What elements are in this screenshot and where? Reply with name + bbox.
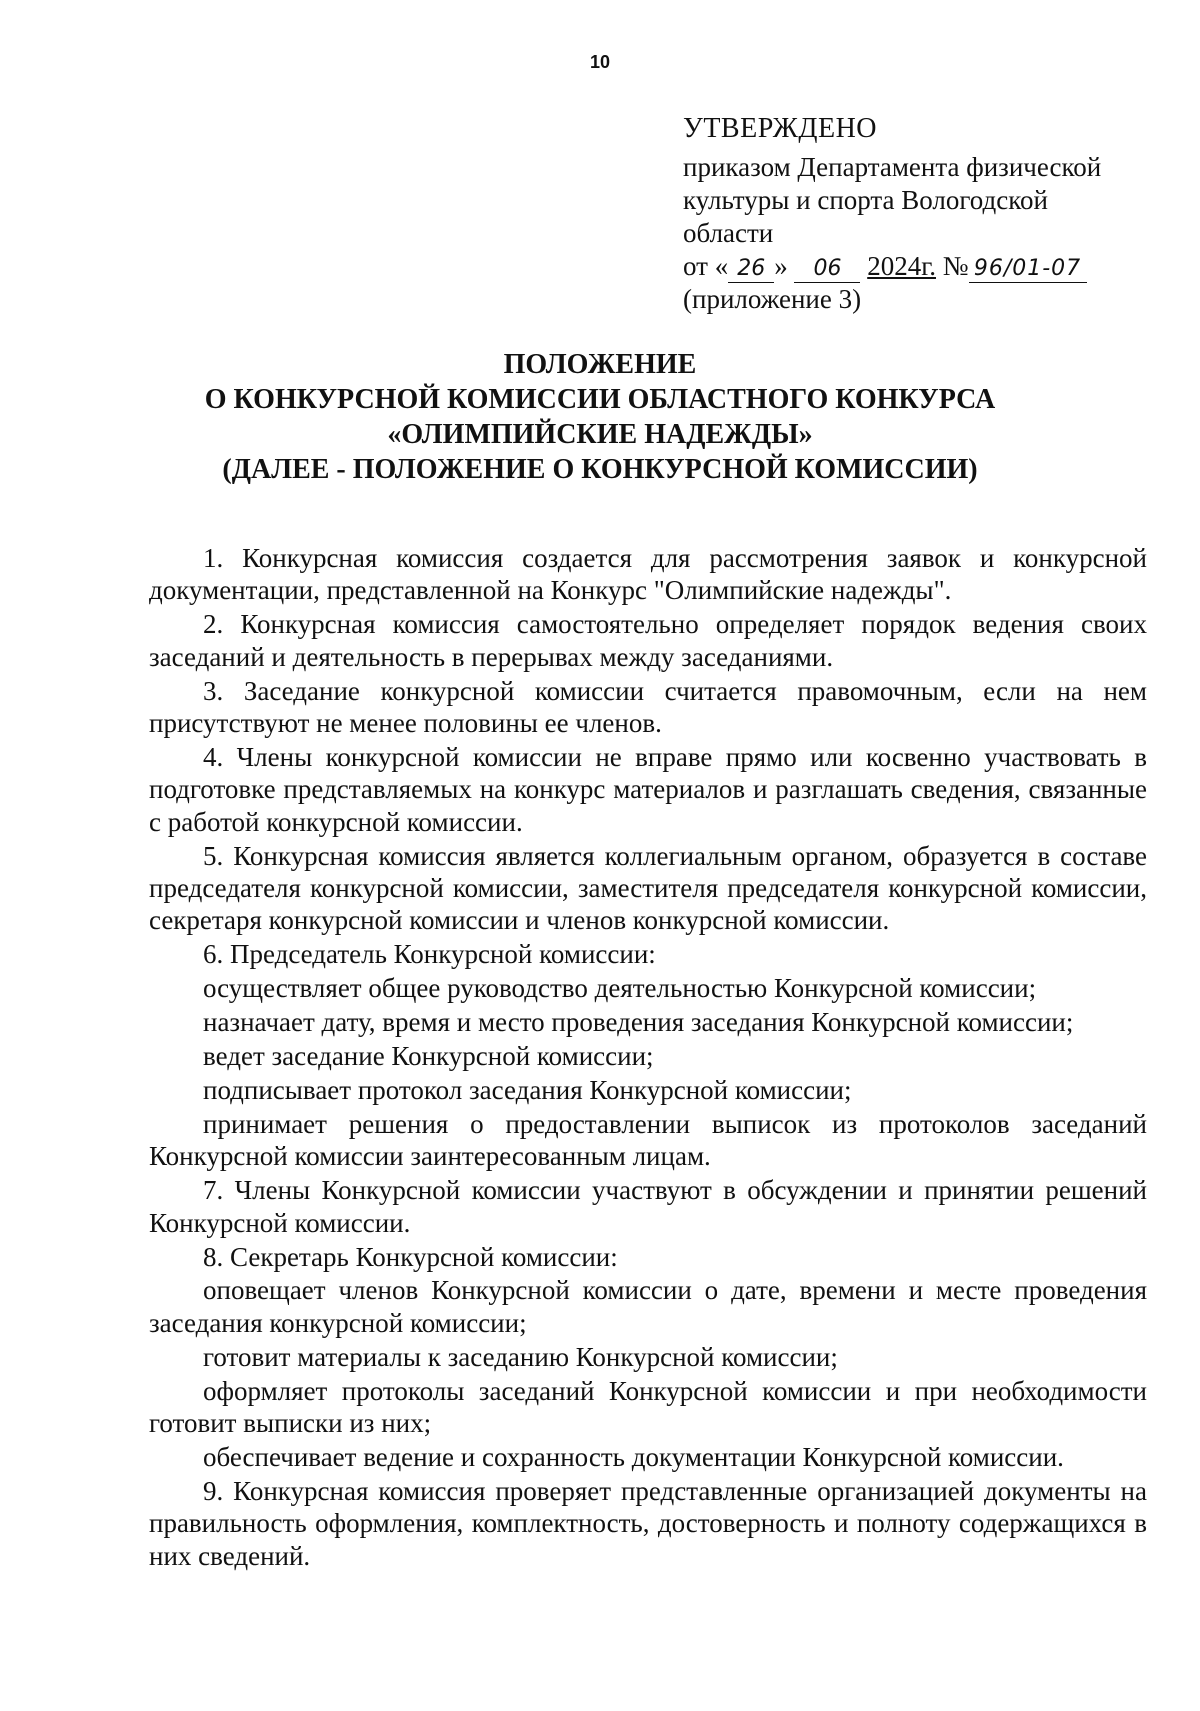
clause-8: 8. Секретарь Конкурсной комиссии:: [203, 1241, 618, 1272]
document-body: [149, 542, 1147, 1574]
clause-8-item: готовит материалы к заседанию Конкурсной комиссии;: [203, 1341, 838, 1372]
clause-3: 3. Заседание конкурсной комиссии считается правомочным, если на нем присутствуют не менее половины ее членов.: [149, 675, 1147, 739]
clause-2: 2. Конкурсная комиссия самостоятельно определяет порядок ведения своих заседаний и деятельность в перерывах между заседаниями.: [149, 609, 1147, 672]
page-number: 10: [589, 52, 611, 72]
approval-line: культуры и спорта Вологодской: [683, 185, 1048, 215]
title-line: (ДАЛЕЕ - ПОЛОЖЕНИЕ О КОНКУРСНОЙ КОМИССИИ): [222, 454, 978, 485]
approval-stamp: [683, 112, 1163, 316]
order-date-line: [683, 250, 1163, 283]
clause-8-item: обеспечивает ведение и сохранность документации Конкурсной комиссии.: [203, 1441, 1064, 1472]
clause-5: 5. Конкурсная комиссия является коллегиальным органом, образуется в составе председателя конкурсной комиссии, заместителя председателя конкурсной комиссии, секретаря конкурсной комиссии и членов конкурсной комиссии.: [149, 840, 1147, 936]
clause-6-item: осуществляет общее руководство деятельностью Конкурсной комиссии;: [203, 973, 1037, 1004]
handwritten-month: 06: [794, 256, 860, 283]
clause-7: 7. Члены Конкурсной комиссии участвуют в обсуждении и принятии решений Конкурсной комиссии.: [149, 1175, 1147, 1238]
clause-6-item: принимает решения о предоставлении выписок из протоколов заседаний Конкурсной комиссии заинтересованным лицам.: [149, 1108, 1147, 1172]
title-line: «ОЛИМПИЙСКИЕ НАДЕЖДЫ»: [387, 419, 813, 450]
clause-8-item: оформляет протоколы заседаний Конкурсной комиссии и при необходимости готовит выписки из них;: [149, 1375, 1147, 1439]
handwritten-day: 26: [728, 256, 774, 283]
clause-6: 6. Председатель Конкурсной комиссии:: [203, 939, 656, 970]
clause-9: 9. Конкурсная комиссия проверяет представленные организацией документы на правильность оформления, комплектность, достоверность и полноту содержащихся в них сведений.: [149, 1475, 1147, 1571]
clause-6-item: подписывает протокол заседания Конкурсной комиссии;: [203, 1075, 852, 1105]
approval-heading: УТВЕРЖДЕНО: [683, 113, 878, 144]
order-number-label: №: [942, 251, 969, 281]
title-line: О КОНКУРСНОЙ КОМИССИИ ОБЛАСТНОГО КОНКУРСА: [204, 384, 996, 415]
clause-6-item: назначает дату, время и место проведения заседания Конкурсной комиссии;: [203, 1007, 1074, 1038]
clause-1: 1. Конкурсная комиссия создается для рассмотрения заявок и конкурсной документации, представленной на Конкурс "Олимпийские надежды".: [149, 543, 1147, 606]
document-title: [0, 347, 1200, 487]
clause-4: 4. Члены конкурсной комиссии не вправе прямо или косвенно участвовать в подготовке представляемых на конкурс материалов и разглашать сведения, связанные с работой конкурсной комиссии.: [149, 741, 1147, 837]
order-year: 2024г.: [867, 251, 936, 281]
date-prefix: от «: [683, 251, 729, 281]
approval-line: области: [683, 218, 774, 248]
title-line: ПОЛОЖЕНИЕ: [503, 349, 697, 380]
approval-line: приказом Департамента физической: [683, 152, 1102, 182]
clause-8-item: оповещает членов Конкурсной комиссии о дате, времени и месте проведения заседания конкурсной комиссии;: [149, 1275, 1147, 1338]
handwritten-order-number: 96/01-07: [969, 256, 1087, 283]
clause-6-item: ведет заседание Конкурсной комиссии;: [203, 1041, 654, 1072]
appendix-label: (приложение 3): [683, 284, 862, 314]
date-mid: »: [774, 251, 788, 281]
